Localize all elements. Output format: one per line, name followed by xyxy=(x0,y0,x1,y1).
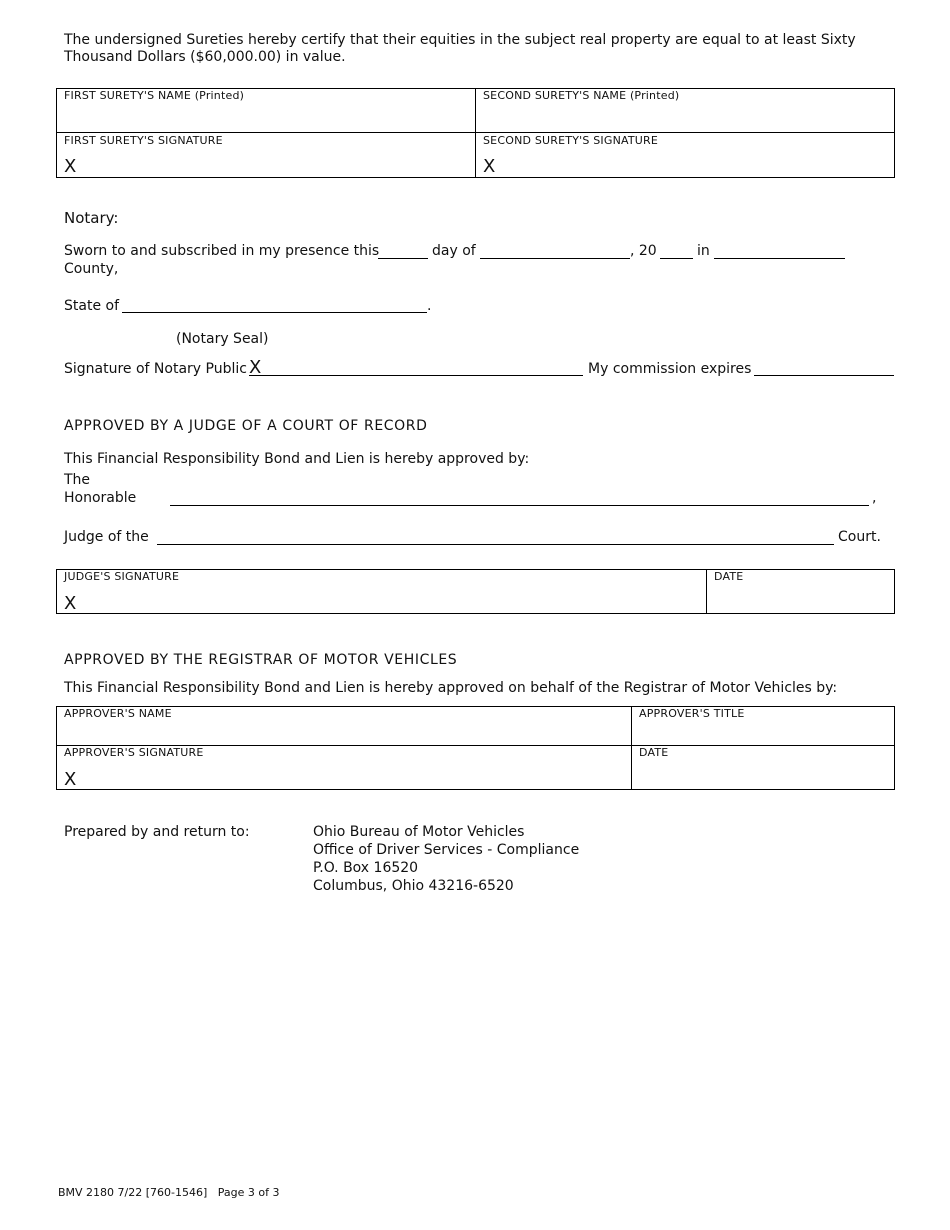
return-to-label: Prepared by and return to: xyxy=(64,824,250,840)
county-label: County, xyxy=(64,261,119,277)
intro-line-1: The undersigned Sureties hereby certify that their equities in the subject real property are equal to at least Sixty xyxy=(64,32,856,48)
sworn-day-of: day of xyxy=(432,243,476,259)
intro-line-2: Thousand Dollars ($60,000.00) in value. xyxy=(64,49,346,65)
notary-seal-label: (Notary Seal) xyxy=(176,331,269,347)
approver-date-field[interactable] xyxy=(632,746,894,789)
approver-title-field[interactable] xyxy=(632,707,894,746)
first-surety-signature-mark: X xyxy=(64,156,77,177)
sworn-year-field[interactable] xyxy=(660,258,693,259)
sworn-prefix: Sworn to and subscribed in my presence this xyxy=(64,243,380,259)
court-field[interactable] xyxy=(157,544,834,545)
footer-page-number: Page 3 of 3 xyxy=(217,1186,280,1199)
notary-heading: Notary: xyxy=(64,209,119,227)
second-surety-signature-label: SECOND SURETY'S SIGNATURE xyxy=(483,134,659,147)
judge-date-label: DATE xyxy=(714,570,744,583)
judge-intro: This Financial Responsibility Bond and Lien is hereby approved by: xyxy=(64,451,530,467)
honorable-field[interactable] xyxy=(170,505,869,506)
first-surety-name-suffix: (Printed) xyxy=(194,89,245,102)
judge-date-field[interactable] xyxy=(707,570,894,613)
second-surety-signature-mark: X xyxy=(483,156,496,177)
sworn-in: in xyxy=(697,243,710,259)
return-to-line-4: Columbus, Ohio 43216-6520 xyxy=(313,878,514,894)
approver-signature-mark: X xyxy=(64,769,77,790)
sworn-year-prefix: , 20 xyxy=(630,243,657,259)
sworn-day-field[interactable] xyxy=(378,258,428,259)
footer-form-id: BMV 2180 7/22 [760-1546] xyxy=(58,1186,208,1199)
approver-signature-label: APPROVER'S SIGNATURE xyxy=(64,746,204,759)
footer xyxy=(58,1186,280,1199)
second-surety-signature-field[interactable] xyxy=(476,133,894,177)
notary-signature-mark: X xyxy=(249,357,262,378)
court-label: Court. xyxy=(838,529,881,545)
first-surety-signature-label: FIRST SURETY'S SIGNATURE xyxy=(64,134,223,147)
return-to-line-1: Ohio Bureau of Motor Vehicles xyxy=(313,824,525,840)
judge-signature-mark: X xyxy=(64,593,77,614)
first-surety-signature-field[interactable] xyxy=(57,133,476,177)
judge-signature-table xyxy=(56,569,895,614)
state-period: . xyxy=(427,298,432,314)
honorable-label: Honorable xyxy=(64,490,137,506)
return-to-line-3: P.O. Box 16520 xyxy=(313,860,419,876)
second-surety-name-suffix: (Printed) xyxy=(629,89,680,102)
first-surety-name-label: FIRST SURETY'S NAME xyxy=(64,89,191,102)
approver-title-label: APPROVER'S TITLE xyxy=(639,707,745,720)
sworn-month-field[interactable] xyxy=(480,258,630,259)
commission-expires-field[interactable] xyxy=(754,375,894,376)
commission-expires-label: My commission expires xyxy=(588,361,752,377)
approver-name-field[interactable] xyxy=(57,707,632,746)
approver-table xyxy=(56,706,895,790)
notary-signature-label: Signature of Notary Public xyxy=(64,361,247,377)
state-of-label: State of xyxy=(64,298,120,314)
notary-signature-field[interactable] xyxy=(249,375,583,376)
approver-date-label: DATE xyxy=(639,746,669,759)
judge-signature-label: JUDGE'S SIGNATURE xyxy=(64,570,180,583)
second-surety-name-label: SECOND SURETY'S NAME xyxy=(483,89,627,102)
judge-signature-field[interactable] xyxy=(57,570,707,613)
county-field[interactable] xyxy=(714,258,845,259)
registrar-intro: This Financial Responsibility Bond and Lien is hereby approved on behalf of the Registrar of Motor Vehicles by: xyxy=(64,680,838,696)
judge-of-the-label: Judge of the xyxy=(64,529,149,545)
registrar-heading: APPROVED BY THE REGISTRAR OF MOTOR VEHICLES xyxy=(64,652,458,668)
the-label: The xyxy=(64,472,91,488)
state-field[interactable] xyxy=(122,312,427,313)
second-surety-name-field[interactable] xyxy=(476,89,894,133)
judge-heading: APPROVED BY A JUDGE OF A COURT OF RECORD xyxy=(64,418,428,434)
first-surety-name-field[interactable] xyxy=(57,89,476,133)
honorable-comma: , xyxy=(872,490,877,506)
return-to-line-2: Office of Driver Services - Compliance xyxy=(313,842,580,858)
approver-signature-field[interactable] xyxy=(57,746,632,789)
approver-name-label: APPROVER'S NAME xyxy=(64,707,172,720)
sureties-table xyxy=(56,88,895,178)
